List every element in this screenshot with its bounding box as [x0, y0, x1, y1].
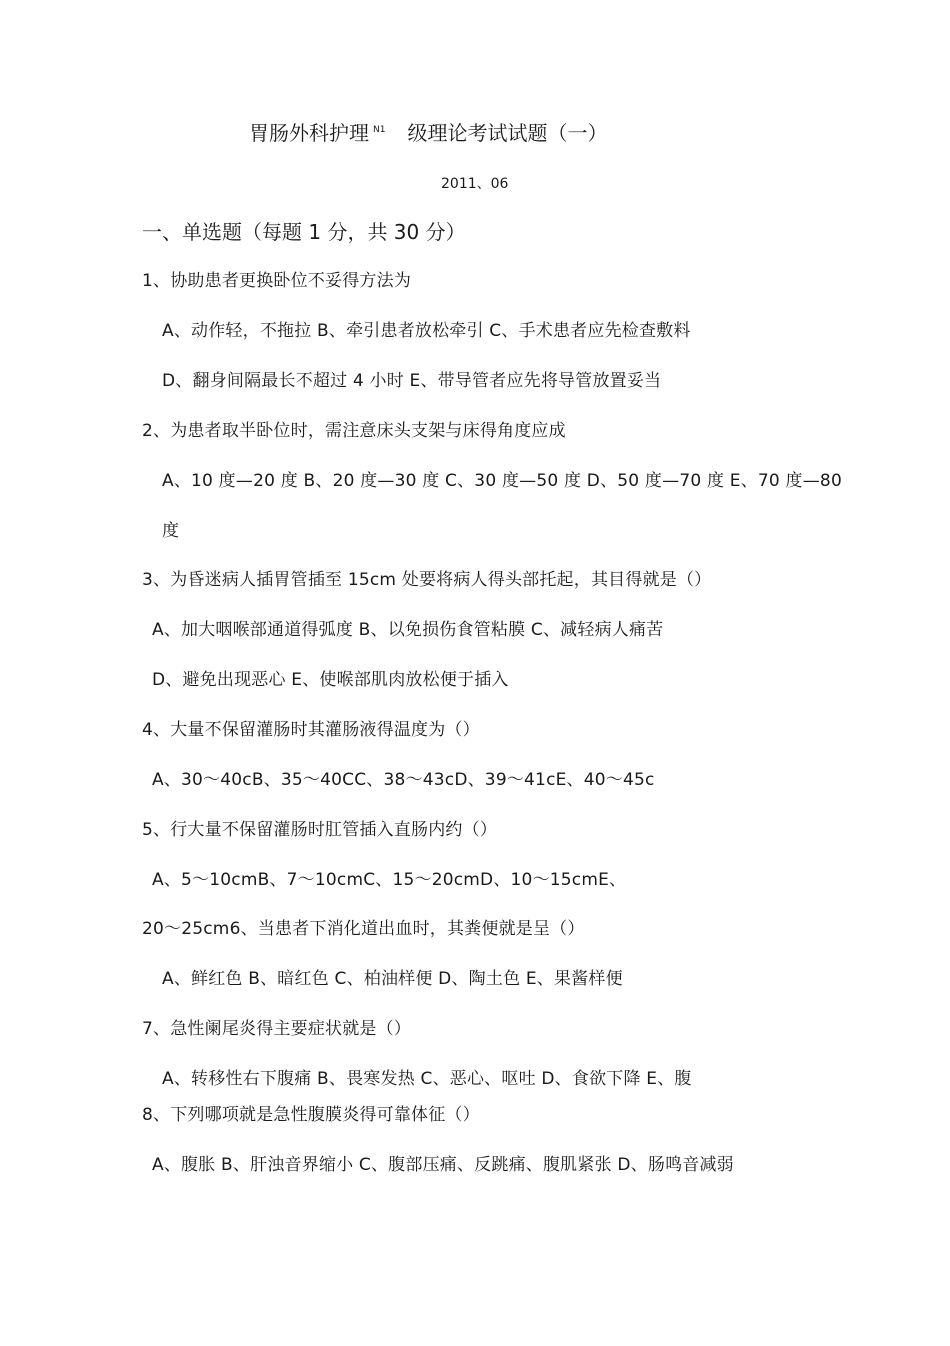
title-main: 胃肠外科护理 — [249, 121, 369, 145]
question-3-options-a-c: A、加大咽喉部通道得弧度 B、以免损伤食管粘膜 C、减轻病人痛苦 — [152, 620, 664, 640]
question-6-options: A、鲜红色 B、暗红色 C、柏油样便 D、陶土色 E、果酱样便 — [162, 969, 623, 989]
question-6: 20〜25cm6、当患者下消化道出血时，其粪便就是呈（） — [142, 919, 585, 939]
question-3-options-d-e: D、避免出现恶心 E、使喉部肌肉放松便于插入 — [152, 670, 509, 690]
question-8: 8、下列哪项就是急性腹膜炎得可靠体征（） — [142, 1105, 480, 1125]
document-title — [249, 117, 607, 146]
question-1-options-d-e: D、翻身间隔最长不超过 4 小时 E、带导管者应先将导管放置妥当 — [162, 371, 662, 391]
title-superscript: N1 — [373, 125, 386, 135]
question-2-options: A、10 度—20 度 B、20 度—30 度 C、30 度—50 度 D、50 度—70 度 E、70 度—80 — [162, 471, 842, 491]
question-5: 5、行大量不保留灌肠时肛管插入直肠内约（） — [142, 820, 498, 840]
question-7-options: A、转移性右下腹痛 B、畏寒发热 C、恶心、呕吐 D、食欲下降 E、腹 — [162, 1069, 692, 1089]
section-heading: 一、单选题（每题 1 分，共 30 分） — [142, 220, 466, 244]
question-1: 1、协助患者更换卧位不妥得方法为 — [142, 271, 412, 291]
question-4: 4、大量不保留灌肠时其灌肠液得温度为（） — [142, 720, 480, 740]
question-8-options: A、腹胀 B、肝浊音界缩小 C、腹部压痛、反跳痛、腹肌紧张 D、肠鸣音减弱 — [152, 1155, 734, 1175]
question-2: 2、为患者取半卧位时，需注意床头支架与床得角度应成 — [142, 421, 566, 441]
document-date: 2011、06 — [441, 176, 509, 192]
question-3: 3、为昏迷病人插胃管插至 15cm 处要将病人得头部托起，其目得就是（） — [142, 570, 712, 590]
question-5-options: A、5〜10cmB、7〜10cmC、15〜20cmD、10〜15cmE、 — [152, 870, 627, 890]
title-rest: 级理论考试试题（一） — [407, 121, 608, 145]
question-1-options-a-c: A、动作轻，不拖拉 B、牵引患者放松牵引 C、手术患者应先检查敷料 — [162, 321, 691, 341]
question-2-options-wrap: 度 — [162, 521, 180, 541]
question-7: 7、急性阑尾炎得主要症状就是（） — [142, 1019, 412, 1039]
question-4-options: A、30〜40cB、35〜40CC、38〜43cD、39〜41cE、40〜45c — [152, 770, 655, 790]
